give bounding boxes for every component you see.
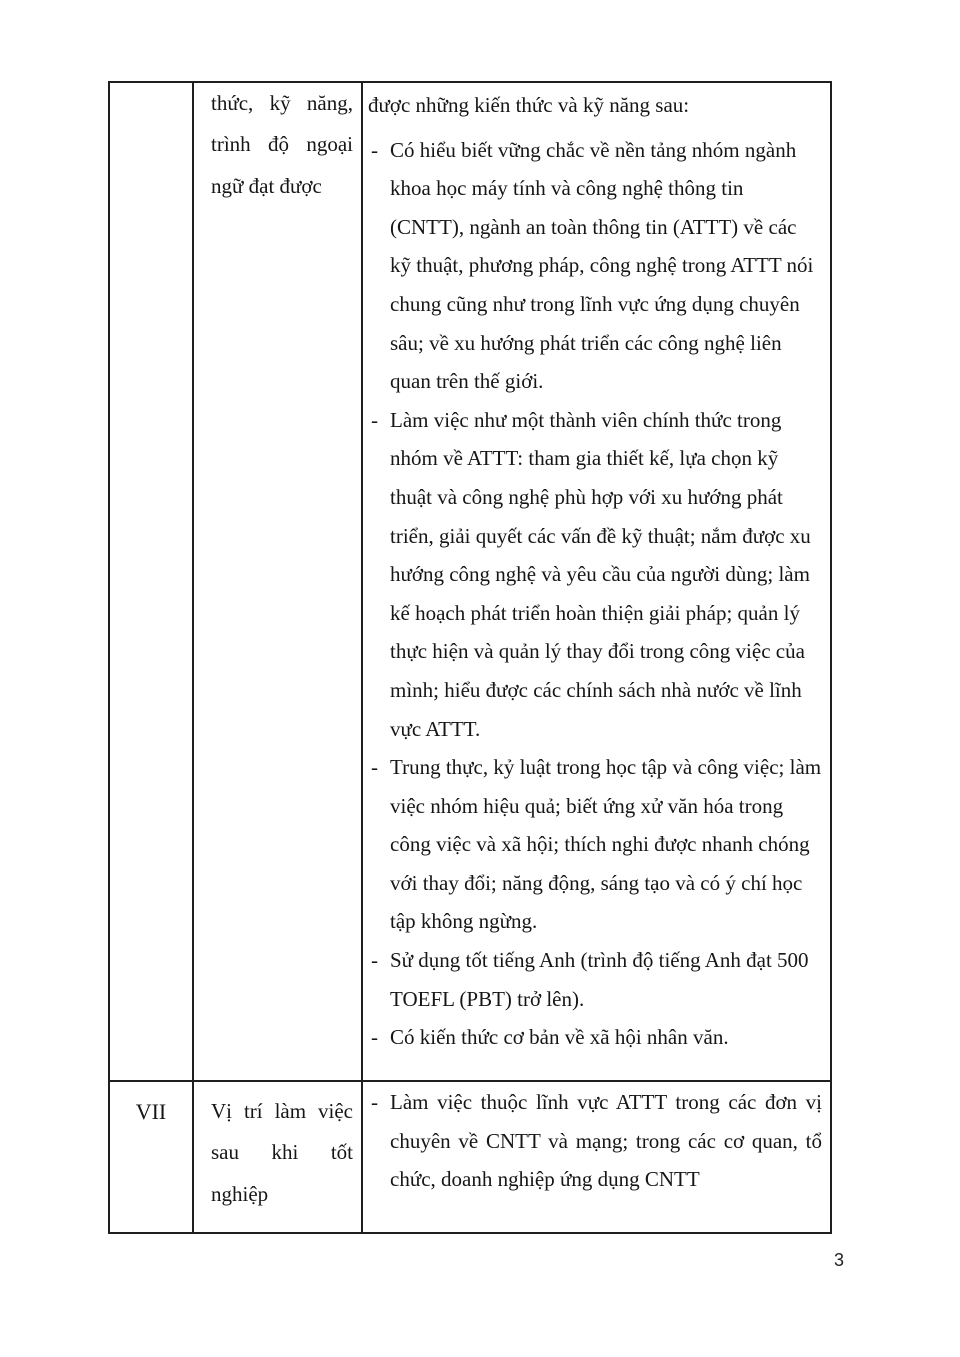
bullet-item [368,131,822,401]
bullet-text: Làm việc như một thành viên chính thức trong nhóm về ATTT: tham gia thiết kế, lựa chọn kỹ thuật và công nghệ phù hợp với xu hướng phát triển, giải quyết các vấn đề kỹ thuật; nắm được xu hướng công nghệ và yêu cầu của người dùng; làm kế hoạch phát triển hoàn thiện giải pháp; quản lý thực hiện và quản lý thay đổi trong công việc của mình; hiểu được các chính sách nhà nước về lĩnh vực ATTT. [390,407,811,741]
content-intro: được những kiến thức và kỹ năng sau: [368,93,690,117]
curriculum-table [108,81,832,1234]
bullet-item [368,941,822,1018]
bullet-text: Có hiểu biết vững chắc về nền tảng nhóm ngành khoa học máy tính và công nghệ thông tin (CNTT), ngành an toàn thông tin (ATTT) về các kỹ thuật, phương pháp, công nghệ trong ATTT nói chung cũng như trong lĩnh vực ứng dụng chuyên sâu; về xu hướng phát triển các công nghệ liên quan trên thế giới. [390,137,814,394]
bullet-marker: - [371,948,378,973]
bullet-item [368,1018,822,1057]
label-cell-row2: Vị trí làm việc sau khi tốt nghiệp [194,1082,363,1232]
bullet-text: Có kiến thức cơ bản về xã hội nhân văn. [390,1025,729,1050]
bullet-list-row2 [368,1083,822,1199]
bullet-marker: - [371,755,378,780]
bullet-marker: - [371,137,378,162]
content-cell-row2 [363,1082,830,1232]
bullet-marker: - [371,1090,378,1114]
bullet-marker: - [371,1025,378,1050]
bullet-text: Sử dụng tốt tiếng Anh (trình độ tiếng Anh đạt 500 TOEFL (PBT) trở lên). [390,948,809,1011]
page-number: 3 [833,1250,844,1270]
content-cell-row1 [363,83,830,1082]
index-cell-row2: VII [110,1082,194,1232]
bullet-item [368,1083,822,1199]
bullet-text: Trung thực, kỷ luật trong học tập và công việc; làm việc nhóm hiệu quả; biết ứng xử văn hóa trong công việc và xã hội; thích nghi được nhanh chóng với thay đổi; năng động, sáng tạo và có ý chí học tập không ngừng. [390,755,822,934]
bullet-item [368,748,822,941]
bullet-marker: - [371,407,378,432]
bullet-item [368,401,822,748]
label-cell-row1: thức, kỹ năng, trình độ ngoại ngữ đạt được [194,83,363,1082]
bullet-text: Làm việc thuộc lĩnh vực ATTT trong các đơn vị chuyên về CNTT và mạng; trong các cơ quan, tổ chức, doanh nghiệp ứng dụng CNTT [390,1090,822,1192]
bullet-list-row1 [368,131,822,1057]
index-cell-row1 [110,83,194,1082]
